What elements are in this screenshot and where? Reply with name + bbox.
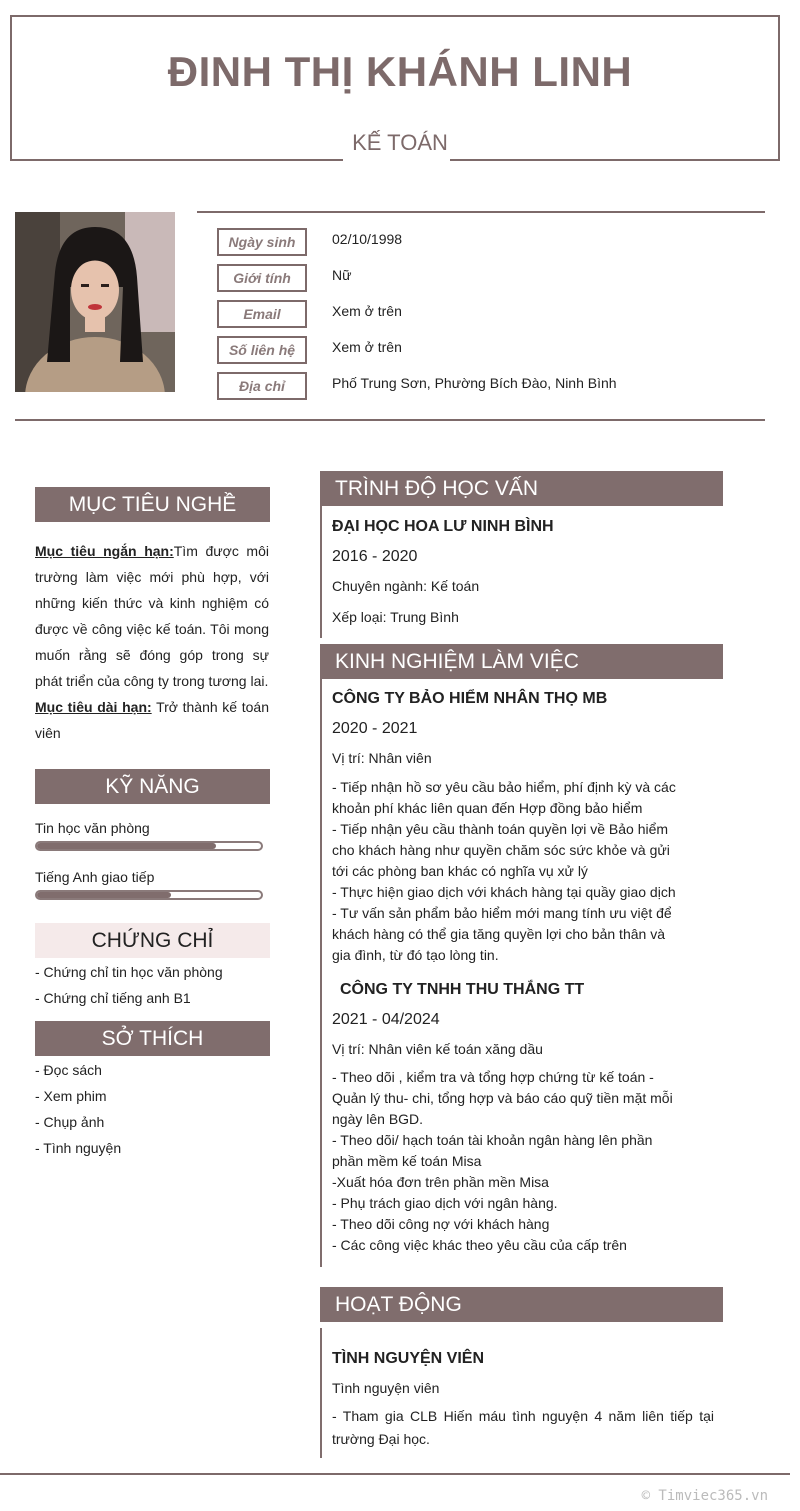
job-years: 2020 - 2021 — [332, 720, 418, 737]
info-label-gender: Giới tính — [217, 264, 307, 292]
job-description-line: - Theo dõi , kiểm tra và tổng hợp chứng từ kế toán - — [332, 1069, 654, 1085]
skill-bar — [35, 890, 263, 900]
skill-bar-fill — [37, 843, 216, 849]
hobby-item: - Tình nguyện — [35, 1140, 122, 1156]
job-description-line: - Tư vấn sản phẩm bảo hiểm mới mang tính ưu việt để — [332, 905, 672, 921]
skill-name: Tiếng Anh giao tiếp — [35, 869, 155, 885]
education-line — [320, 506, 322, 638]
job-description-line: tới các phòng ban khác có nghĩa vụ xử lý — [332, 863, 588, 879]
skill-bar-fill — [37, 892, 171, 898]
experience-line — [320, 679, 322, 1267]
job-description-line: gia đình, từ đó tạo lòng tin. — [332, 947, 499, 963]
candidate-name: ĐINH THỊ KHÁNH LINH — [167, 48, 633, 95]
job-description-line: - Theo dõi/ hạch toán tài khoản ngân hàng lên phần — [332, 1132, 653, 1148]
info-label-address: Địa chỉ — [217, 372, 307, 400]
activity-role: TÌNH NGUYỆN VIÊN — [332, 1350, 485, 1367]
info-label-dob: Ngày sinh — [217, 228, 307, 256]
objective-title: MỤC TIÊU NGHỀ NGHIỆP — [35, 487, 270, 522]
job-description-line: Quản lý thu- chi, tổng hợp và báo cáo quỹ tiền mặt mỗi — [332, 1090, 673, 1106]
info-label-phone: Số liên hệ — [217, 336, 307, 364]
short-term-text: Tìm được môi trường làm việc mới phù hợp, với những kiến thức và kinh nghiệm có được về công việc kế toán. Tôi mong muốn rằng sẽ đóng góp trong sự phát triển của công ty trong tương lai. — [35, 543, 269, 689]
job-description-line: - Theo dõi công nợ với khách hàng — [332, 1216, 550, 1232]
education-title: TRÌNH ĐỘ HỌC VẤN — [320, 471, 723, 506]
job-description-line: phần mềm kế toán Misa — [332, 1153, 482, 1169]
info-value-phone: Xem ở trên — [332, 339, 402, 355]
footer-credit: © Timviec365.vn — [641, 1488, 768, 1504]
header-bottom-left-line — [10, 159, 343, 161]
info-value-address: Phố Trung Sơn, Phường Bích Đào, Ninh Bình — [332, 375, 617, 391]
avatar-photo — [15, 212, 175, 392]
certificates-title: CHỨNG CHỈ — [35, 923, 270, 958]
job-company: CÔNG TY TNHH THU THẮNG TT — [340, 981, 585, 998]
job-description-line: - Thực hiện giao dịch với khách hàng tại quầy giao dịch — [332, 884, 676, 900]
info-label-email: Email — [217, 300, 307, 328]
job-description-line: - Tiếp nhận hồ sơ yêu cầu bảo hiểm, phí định kỳ và các — [332, 779, 676, 795]
section-divider — [15, 419, 765, 421]
long-term-text: Trở thành kế toán viên — [35, 699, 269, 741]
header-bottom-right-line — [450, 159, 780, 161]
info-top-line — [197, 211, 765, 213]
activities-line — [320, 1328, 322, 1458]
hobbies-title: SỞ THÍCH — [35, 1021, 270, 1056]
hobby-item: - Chụp ảnh — [35, 1114, 105, 1130]
job-position: Vị trí: Nhân viên — [332, 750, 432, 766]
job-description-line: khách hàng có thể gia tăng quyền lợi cho bản thân và — [332, 926, 665, 942]
experience-title: KINH NGHIỆM LÀM VIỆC — [320, 644, 723, 679]
activities-title: HOẠT ĐỘNG — [320, 1287, 723, 1322]
skill-name: Tin học văn phòng — [35, 820, 150, 836]
job-description-line: -Xuất hóa đơn trên phần mền Misa — [332, 1174, 549, 1190]
activity-description: - Tham gia CLB Hiến máu tình nguyện 4 năm liên tiếp tại trường Đại học. — [332, 1408, 714, 1447]
certificate-item: - Chứng chỉ tin học văn phòng — [35, 964, 223, 980]
education-major: Chuyên ngành: Kế toán — [332, 578, 480, 594]
job-company: CÔNG TY BẢO HIỂM NHÂN THỌ MB — [332, 690, 608, 707]
info-value-gender: Nữ — [332, 267, 352, 283]
job-position: Vị trí: Nhân viên kế toán xăng dầu — [332, 1041, 543, 1057]
job-description — [332, 777, 677, 966]
skill-bar — [35, 841, 263, 851]
certificate-item: - Chứng chỉ tiếng anh B1 — [35, 990, 191, 1006]
job-title: KẾ TOÁN — [352, 130, 448, 155]
job-description-line: ngày lên BGD. — [332, 1111, 424, 1127]
job-description-line: - Các công việc khác theo yêu cầu của cấp trên — [332, 1237, 627, 1253]
info-value-dob: 02/10/1998 — [332, 231, 403, 247]
avatar-image — [15, 212, 175, 392]
education-years: 2016 - 2020 — [332, 548, 418, 565]
hobby-item: - Đọc sách — [35, 1062, 102, 1078]
objective-text — [35, 538, 269, 746]
job-description — [332, 1067, 677, 1256]
footer-line — [0, 1473, 790, 1475]
job-description-line: cho khách hàng như quyền chăm sóc sức khỏe và gửi — [332, 842, 670, 858]
long-term-label: Mục tiêu dài hạn: — [35, 699, 152, 715]
skills-title: KỸ NĂNG — [35, 769, 270, 804]
activity-subtitle: Tình nguyện viên — [332, 1380, 440, 1396]
job-description-line: - Phụ trách giao dịch với ngân hàng. — [332, 1195, 558, 1211]
job-years: 2021 - 04/2024 — [332, 1011, 440, 1028]
school-name: ĐẠI HỌC HOA LƯ NINH BÌNH — [332, 518, 554, 535]
hobby-item: - Xem phim — [35, 1088, 107, 1104]
job-description-line: khoản phí khác liên quan đến Hợp đồng bảo hiểm — [332, 800, 643, 816]
education-grade: Xếp loại: Trung Bình — [332, 609, 459, 625]
job-description-line: - Tiếp nhận yêu cầu thành toán quyền lợi về Bảo hiểm — [332, 821, 669, 837]
short-term-label: Mục tiêu ngắn hạn: — [35, 543, 174, 559]
info-value-email: Xem ở trên — [332, 303, 402, 319]
